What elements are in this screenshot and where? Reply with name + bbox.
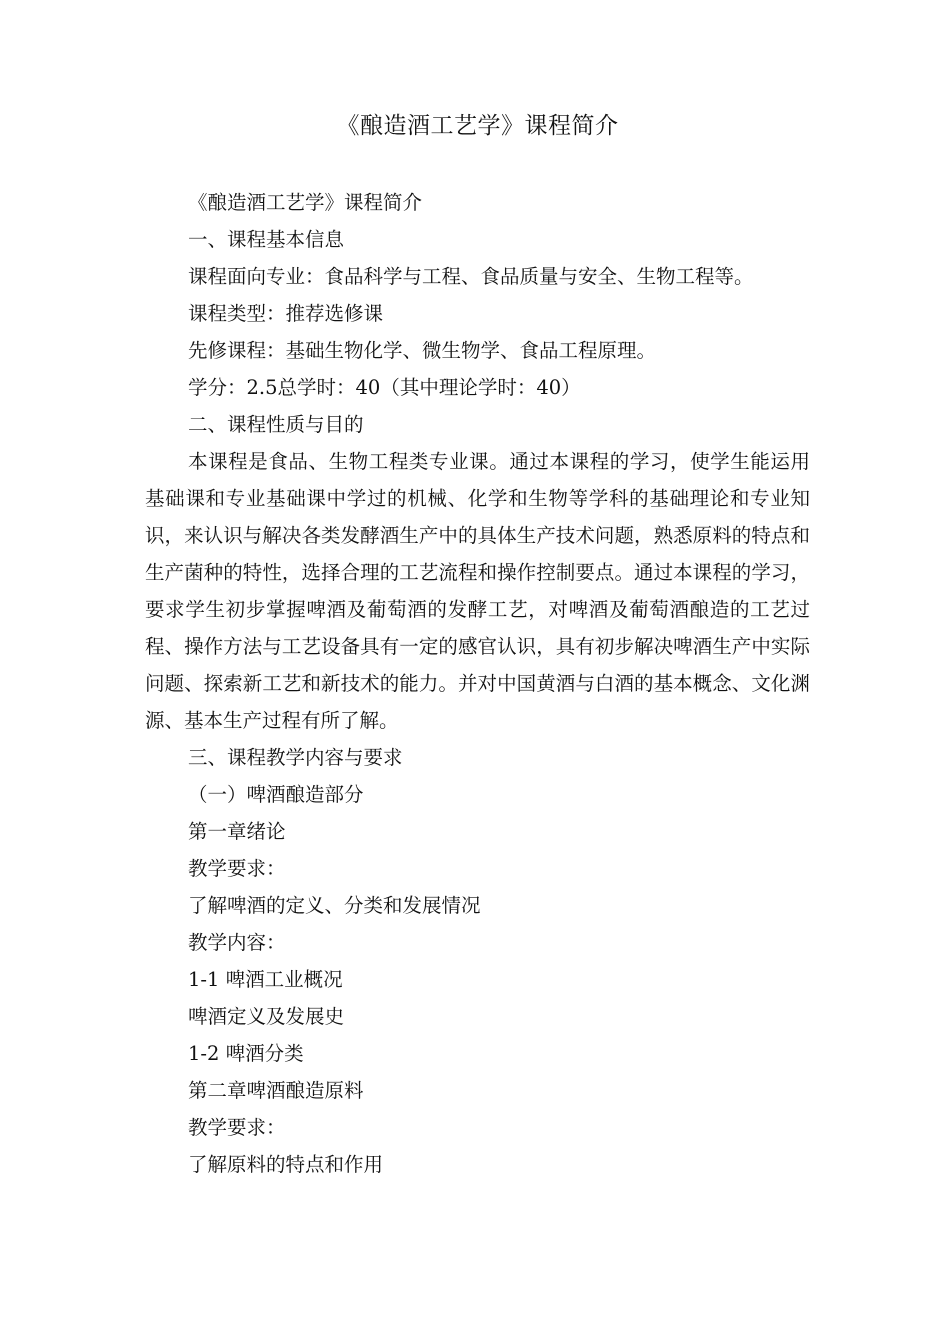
part-heading-beer: （一）啤酒酿造部分 [188,783,364,806]
prerequisites-line: 先修课程：基础生物化学、微生物学、食品工程原理。 [188,339,657,362]
teaching-requirements-label-1: 教学要求： [188,857,286,880]
section-1-2: 1-2 啤酒分类 [188,1042,304,1065]
section-heading-basic-info: 一、课程基本信息 [188,228,345,251]
course-type-line: 课程类型：推荐选修课 [188,302,384,325]
credits-hours-line: 学分：2.5总学时：40（其中理论学时：40） [188,376,581,399]
target-majors-line: 课程面向专业：食品科学与工程、食品质量与安全、生物工程等。 [188,265,754,288]
course-purpose-paragraph: 本课程是食品、生物工程类专业课。通过本课程的学习，使学生能运用基础课和专业基础课中学过的机械、化学和生物等学科的基础理论和专业知识，来认识与解决各类发酵酒生产中的具体生产技术问题，熟悉原料的特点和生产菌种的特性，选择合理的工艺流程和操作控制要点。通过本课程的学习，要求学生初步掌握啤酒及葡萄酒的发酵工艺，对啤酒及葡萄酒酿造的工艺过程、操作方法与工艺设备具有一定的感官认识，具有初步解决啤酒生产中实际问题、探索新工艺和新技术的能力。并对中国黄酒与白酒的基本概念、文化渊源、基本生产过程有所了解。 [145,450,810,732]
teaching-requirements-text-2: 了解原料的特点和作用 [188,1153,384,1176]
course-intro-heading: 《酿造酒工艺学》课程简介 [188,191,423,214]
section-heading-nature-purpose: 二、课程性质与目的 [188,413,364,436]
section-1-1-text: 啤酒定义及发展史 [188,1005,345,1028]
document-title: 《酿造酒工艺学》课程简介 [336,113,619,139]
chapter-heading-2: 第二章啤酒酿造原料 [188,1079,364,1102]
section-heading-content-requirements: 三、课程教学内容与要求 [188,746,403,769]
teaching-content-label-1: 教学内容： [188,931,286,954]
section-1-1: 1-1 啤酒工业概况 [188,968,343,991]
teaching-requirements-label-2: 教学要求： [188,1116,286,1139]
chapter-heading-1: 第一章绪论 [188,820,286,843]
teaching-requirements-text-1: 了解啤酒的定义、分类和发展情况 [188,894,481,917]
